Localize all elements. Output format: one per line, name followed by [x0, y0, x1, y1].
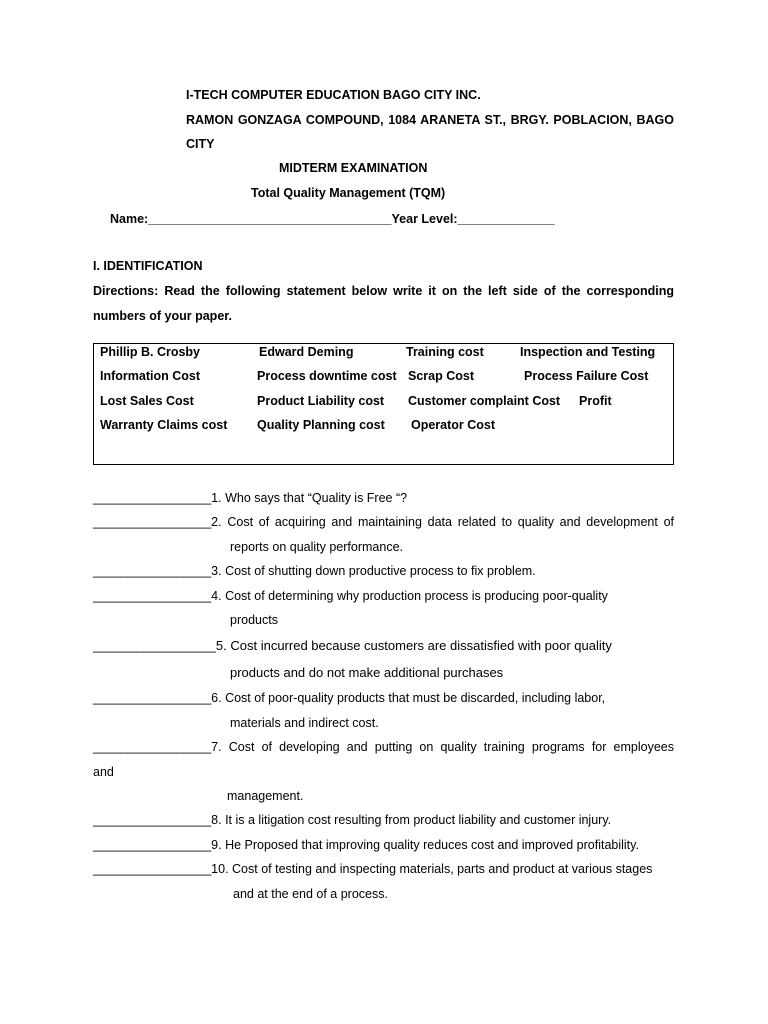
school-address-line2: CITY — [186, 137, 215, 151]
choice-item: Profit — [579, 394, 612, 408]
question-9: _________________9. He Proposed that improving quality reduces cost and improved profitability. — [93, 838, 639, 852]
exam-title: MIDTERM EXAMINATION — [279, 161, 428, 175]
question-1: _________________1. Who says that “Quality is Free “? — [93, 491, 408, 505]
question-8: _________________8. It is a litigation cost resulting from product liability and customer injury. — [93, 813, 612, 827]
choice-item: Scrap Cost — [408, 369, 474, 383]
question-2-cont: reports on quality performance. — [230, 540, 404, 554]
choice-item: Operator Cost — [411, 418, 496, 432]
choice-item: Process Failure Cost — [524, 369, 649, 383]
section-heading: I. IDENTIFICATION — [93, 259, 203, 273]
choice-item: Product Liability cost — [257, 394, 385, 408]
choice-item: Quality Planning cost — [257, 418, 385, 432]
question-7-cont: and — [93, 765, 114, 779]
question-4: _________________4. Cost of determining why production process is producing poor-quality — [93, 589, 608, 603]
question-10-cont: and at the end of a process. — [233, 887, 388, 901]
question-10: _________________10. Cost of testing and inspecting materials, parts and product at various stages — [93, 862, 653, 876]
choice-item: Information Cost — [100, 369, 200, 383]
choice-item: Edward Deming — [259, 345, 354, 359]
choice-item: Process downtime cost — [257, 369, 397, 383]
school-name: I-TECH COMPUTER EDUCATION BAGO CITY INC. — [186, 88, 481, 102]
choice-item: Warranty Claims cost — [100, 418, 228, 432]
school-address-line1: RAMON GONZAGA COMPOUND, 1084 ARANETA ST., BRGY. POBLACION, BAGO — [186, 113, 674, 127]
choice-item: Lost Sales Cost — [100, 394, 194, 408]
question-7-cont2: management. — [227, 789, 304, 803]
subject-title: Total Quality Management (TQM) — [251, 186, 446, 200]
directions-line2: numbers of your paper. — [93, 309, 232, 323]
choices-box — [93, 343, 674, 465]
name-year-field: Name:___________________________________Year Level:______________ — [110, 212, 555, 226]
question-6: _________________6. Cost of poor-quality products that must be discarded, including labor, — [93, 691, 606, 705]
question-7: _________________7. Cost of developing and putting on quality training programs for employees — [93, 740, 674, 754]
question-4-cont: products — [230, 613, 278, 627]
question-3: _________________3. Cost of shutting down productive process to fix problem. — [93, 564, 536, 578]
directions-line1: Directions: Read the following statement below write it on the left side of the corresponding — [93, 284, 674, 298]
question-6-cont: materials and indirect cost. — [230, 716, 379, 730]
question-5: _________________5. Cost incurred because customers are dissatisfied with poor quality — [93, 638, 612, 653]
question-2: _________________2. Cost of acquiring and maintaining data related to quality and development of — [93, 515, 674, 529]
choice-item: Customer complaint Cost — [408, 394, 561, 408]
choice-item: Inspection and Testing — [520, 345, 656, 359]
choice-item: Training cost — [406, 345, 484, 359]
choice-item: Phillip B. Crosby — [100, 345, 201, 359]
question-5-cont: products and do not make additional purchases — [230, 665, 504, 680]
